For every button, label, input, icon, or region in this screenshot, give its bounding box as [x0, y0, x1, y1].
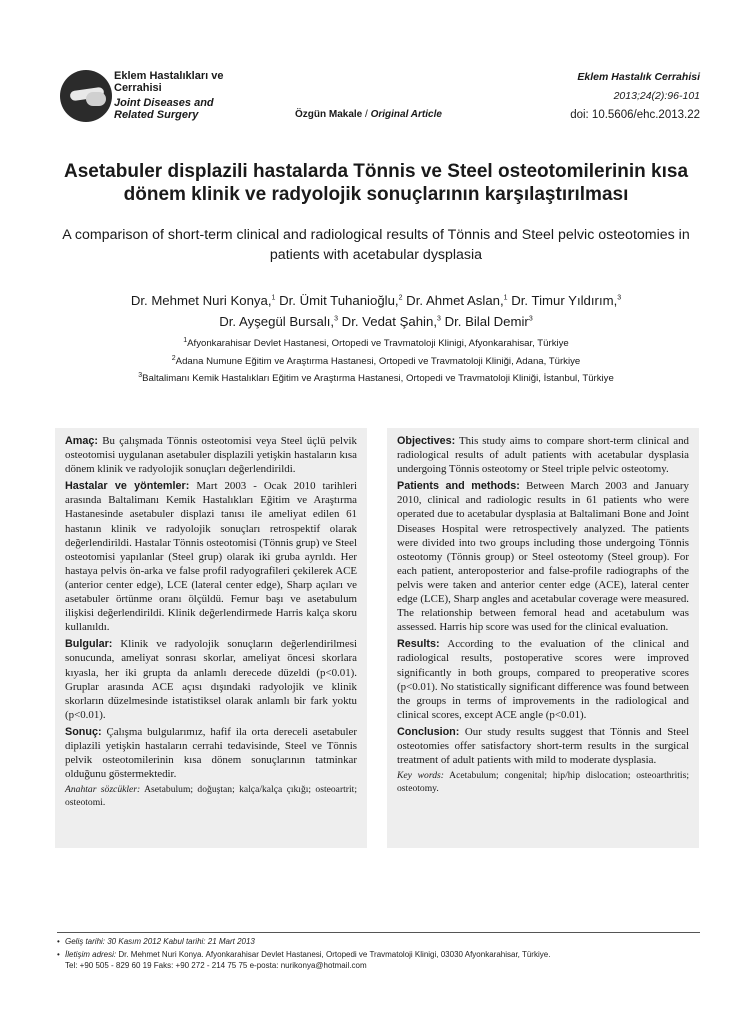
- abstract-results: Bulgular: Klinik ve radyolojik sonuçların değerlendirilmesi sonucunda, ameliyat sonrası skorlar, ameliyat öncesi skorlara kıyasla, her iki grupta da anlamlı derecede düzeldi (p<0.01). Gruplar arasında ACE açısı dışındaki radyolojik ve klinik skorların düzelmesinde istatistiksel olarak anlamlı bir fark yoktu (p<0.01).: [65, 638, 357, 721]
- affiliation-list: [40, 335, 712, 388]
- abstract-english: [387, 428, 699, 848]
- doi: doi: 10.5606/ehc.2013.22: [570, 109, 700, 121]
- joint-graphic: [86, 92, 106, 106]
- journal-title-en-2: Related Surgery: [114, 109, 199, 121]
- abstract-keywords: Key words: Acetabulum; congenital; hip/hip dislocation; osteoarthritis; osteotomy.: [397, 770, 689, 794]
- affiliation: $^1$Afyonkarahisar Devlet Hastanesi, Ortopedi ve Travmatoloji Klinigi, Afyonkarahisar, Türkiye: [183, 336, 569, 349]
- footnote-divider: [57, 932, 700, 933]
- author: Dr. Vedat Şahin,$^3$: [341, 314, 441, 329]
- title-turkish: Asetabuler displazili hastalarda Tönnis ve Steel osteotomilerinin kısa dönem klinik ve radyolojik sonuçlarının karşılaştırılması: [63, 161, 689, 205]
- affiliation: $^3$Baltalimanı Kemik Hastalıkları Eğitim ve Araştırma Hastanesi, Ortopedi ve Travmatoloji Kliniği, İstanbul, Türkiye: [138, 371, 614, 384]
- volume-info: 2013;24(2):96-101: [613, 90, 700, 102]
- author: Dr. Ümit Tuhanioğlu,$^2$: [279, 293, 403, 308]
- abstract-objectives: Objectives: This study aims to compare short-term clinical and radiological results of adult patients with acetabular dysplasia undergoing Tönnis osteotomy or Steel triple pelvic osteotomy.: [397, 435, 689, 476]
- author: Dr. Ayşegül Bursalı,$^3$: [219, 314, 338, 329]
- journal-title-tr-2: Cerrahisi: [114, 82, 162, 94]
- footnote-contact-phone: Tel: +90 505 - 829 60 19 Faks: +90 272 - 214 75 75 e-posta: nurikonya@hotmail.com: [65, 960, 367, 970]
- abstract-keywords: Anahtar sözcükler: Asetabulum; doğuştan; kalça/kalça çıkığı; osteoartrit; osteotomi.: [65, 784, 357, 808]
- journal-name: Eklem Hastalık Cerrahisi: [577, 71, 700, 83]
- abstract-results: Results: According to the evaluation of the clinical and radiological results, postoperative scores were improved significantly in both groups, compared to preoperative scores (p<0.01). No statistically significant difference was found between the groups in terms of improvements in the radiological and clinical scores, except ACE angle (p<0.01).: [397, 638, 690, 721]
- abstract-turkish: [55, 428, 367, 848]
- abstract-methods: Hastalar ve yöntemler: Mart 2003 - Ocak 2010 tarihleri arasında Baltalimanı Kemik Hastalıkları Eğitim ve Araştırma Hastanesinde asetabuler displazi tanısı ile ameliyat edilen 61 hastanın klinik ve radyolojik sonuçları retrospektif olarak değerlendirildi. Hastalar Tönnis osteotomisi (Tönnis grup) ve Steel osteotomisi yapılanlar (Steel grup) olarak iki gruba ayrıldı. Her hastaya pelvis ön-arka ve false profil radyografileri çekilerek ACE (anterior center edge), LCE (lateral center edge), Sharp açıları ve asetabuler örtünme oranı ölçüldü. Femur başı ve asetabulum ilişkisi değerlendirildi. Klinik değerlendirmede Harris kalça skoru kullanıldı.: [65, 480, 357, 634]
- abstract-aim: Amaç: Bu çalışmada Tönnis osteotomisi veya Steel üçlü pelvik osteotomisi uygulanan asetabuler displazili yetişkin hastaların kısa dönem klinik ve radyolojik sonuçları değerlendirildi.: [65, 435, 358, 476]
- article-type: [295, 109, 442, 120]
- journal-title-tr-1: Eklem Hastalıkları ve: [114, 70, 224, 82]
- abstract-methods: Patients and methods: Between March 2003 and January 2010, clinical and radiologic results in 61 patients who were operated due to acetabular dysplasia at Baltalimani Bone and Joint Diseases Hospital were retrospectively analyzed. The patients were divided into two groups including those undergoing Tönnis osteotomy (Tönnis group) or Steel osteotomy (Steel group). For each patient, anteroposterior and false-profile radiographs of the pelvis were taken and anterior center edge (ACE), lateral center edge (LCE), Sharp angles and acetabular coverage were measured. The relationship between femoral head and acetabulum was assessed. Harris hip score was used for the clinical evaluation.: [397, 480, 689, 634]
- journal-logo: [60, 70, 112, 122]
- abstract-conclusion: Conclusion: Our study results suggest that Tönnis and Steel osteotomies offer satisfactory short-term results in the surgical treatment of adult patients with mild to moderate dysplasia.: [397, 725, 689, 767]
- author: Dr. Timur Yıldırım,$^3$: [511, 293, 622, 308]
- author: Dr. Bilal Demir$^3$: [444, 314, 533, 329]
- author-list: [40, 290, 712, 332]
- article-type-tr: Özgün Makale: [295, 109, 363, 120]
- author: Dr. Ahmet Aslan,$^1$: [406, 293, 508, 308]
- abstract-conclusion: Sonuç: Çalışma bulgularımız, hafif ila orta dereceli asetabuler diplazili yetişkin hastaların cerrahi tedavisinde, Steel ve Tönnis pelvik osteotomilerinin kısa dönem sonuçlarının tatminkar olduğunu göstermektedir.: [65, 725, 357, 781]
- affiliation: $^2$Adana Numune Eğitim ve Araştırma Hastanesi, Ortopedi ve Travmatoloji Kliniği, Adana, Türkiye: [171, 354, 581, 367]
- title-english: A comparison of short-term clinical and radiological results of Tönnis and Steel pelvic osteotomies in patients with acetabular dysplasia: [62, 227, 690, 263]
- article-type-separator: /: [365, 109, 368, 120]
- citation-block: [570, 68, 700, 125]
- journal-title-en-1: Joint Diseases and: [114, 97, 214, 109]
- footnote-contact: • İletişim adresi: Dr. Mehmet Nuri Konya. Afyonkarahisar Devlet Hastanesi, Ortopedi ve Travmatoloji Klinigi, 03030 Afyonkarahisar, Türkiye. Tel: +90 505 - 829 60 19 Faks: +90 272 - 214 75 75 e-posta: nurikonya@hotmail.com: [57, 950, 551, 970]
- article-type-en: Original Article: [370, 109, 442, 120]
- journal-title-block: [114, 70, 223, 121]
- author: Dr. Mehmet Nuri Konya,$^1$: [130, 293, 276, 308]
- footnote-dates: • Geliş tarihi: 30 Kasım 2012 Kabul tarihi: 21 Mart 2013: [57, 937, 255, 946]
